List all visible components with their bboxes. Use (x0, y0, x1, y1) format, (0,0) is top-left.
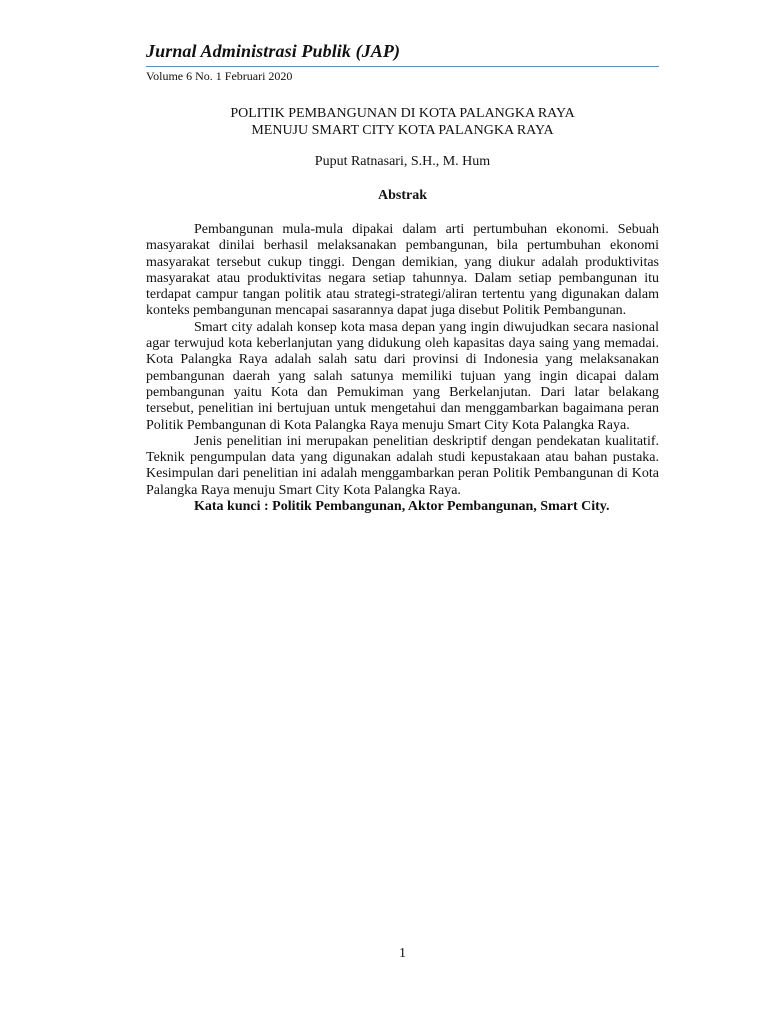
abstract-paragraph-2: Smart city adalah konsep kota masa depan yang ingin diwujudkan secara nasional agar terwujud kota keberlanjutan yang didukung oleh kapasitas daya saing yang memadai. Kota Palangka Raya adalah salah satu dari provinsi di Indonesia yang melaksanakan pembangunan daerah yang salah satunya memiliki tujuan yang ingin dicapai dalam pembangunan yaitu Kota dan Pemukiman yang Berkelanjutan. Dari latar belakang tersebut, penelitian ini bertujuan untuk mengetahui dan menggambarkan bagaimana peran Politik Pembangunan di Kota Palangka Raya menuju Smart City Kota Palangka Raya. (146, 319, 659, 433)
journal-title: Jurnal Administrasi Publik (JAP) (146, 41, 401, 61)
issue-info: Volume 6 No. 1 Februari 2020 (146, 69, 293, 83)
abstract-body (146, 222, 659, 515)
abstract-paragraph-3: Jenis penelitian ini merupakan penelitian deskriptif dengan pendekatan kualitatif. Teknik pengumpulan data yang digunakan adalah studi kepustakaan atau bahan pustaka. Kesimpulan dari penelitian ini adalah menggambarkan peran Politik Pembangunan di Kota Palangka Raya menuju Smart City Kota Palangka Raya. (146, 433, 659, 498)
paper-title (146, 105, 659, 139)
page-number: 1 (399, 946, 406, 961)
header-divider (146, 66, 659, 67)
abstract-heading: Abstrak (377, 188, 427, 203)
keywords: Kata kunci : Politik Pembangunan, Aktor Pembangunan, Smart City. (194, 499, 610, 515)
abstract-paragraph-1: Pembangunan mula-mula dipakai dalam arti pertumbuhan ekonomi. Sebuah masyarakat dinilai berhasil melaksanakan pembangunan, bila pertumbuhan ekonomi masyarakat tersebut cukup tinggi. Dengan demikian, yang diukur adalah produktivitas masyarakat atau produktivitas negara setiap tahunnya. Dalam setiap pembangunan itu terdapat campur tangan politik atau strategi-strategi/aliran tertentu yang digunakan dalam konteks pembangunan mencapai sasarannya dapat juga disebut Politik Pembangunan. (146, 222, 659, 319)
author-name: Puput Ratnasari, S.H., M. Hum (314, 154, 491, 169)
paper-title-line-1: POLITIK PEMBANGUNAN DI KOTA PALANGKA RAYA (230, 106, 575, 121)
paper-title-line-2: MENUJU SMART CITY KOTA PALANGKA RAYA (251, 123, 554, 138)
